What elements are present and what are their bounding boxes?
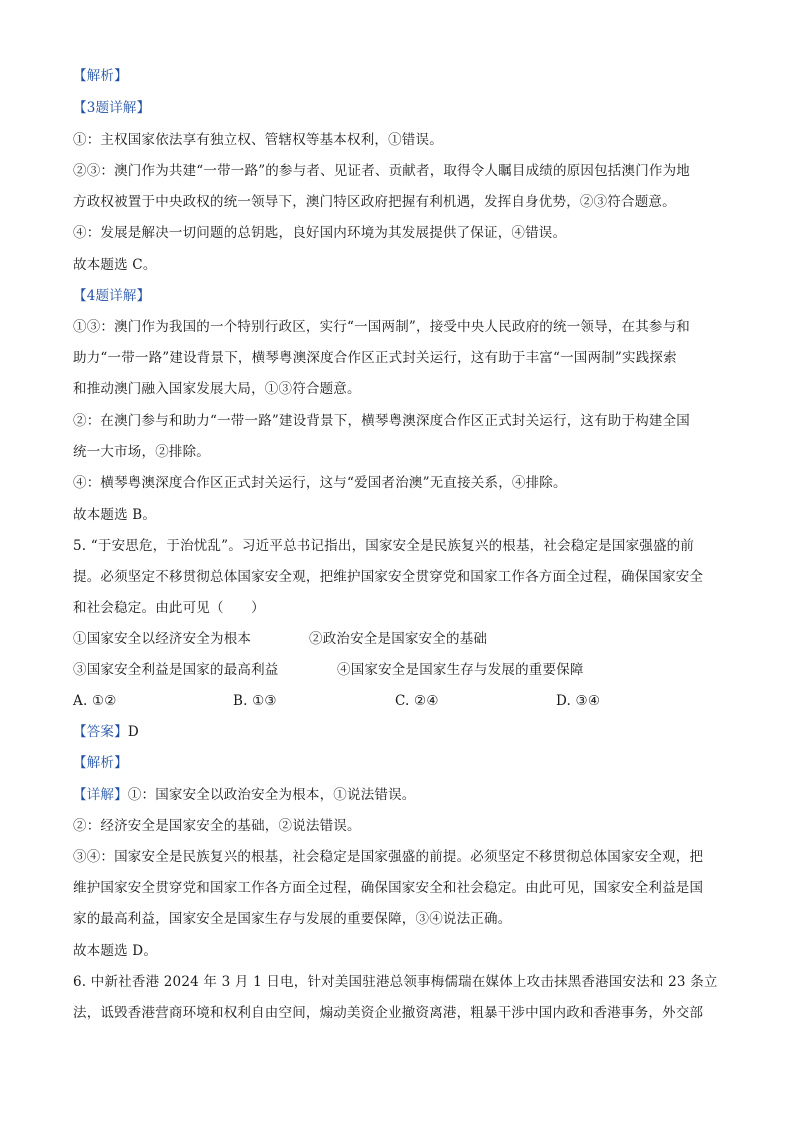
statement-1: ①国家安全以经济安全为根本: [73, 631, 252, 647]
answer-value: D: [127, 724, 139, 740]
text-line: ①③：澳门作为我国的一个特别行政区，实行“一国两制”，接受中央人民政府的统一领导，在其参与和: [73, 319, 691, 335]
option-a: A. ①②: [73, 693, 117, 709]
question-5-line: 提。必须坚定不移贯彻总体国家安全观，把维护国家安全贯穿党和国家工作各方面全过程，确保国家安全: [73, 569, 704, 585]
q4-detail-heading: 【4题详解】: [73, 288, 151, 304]
text-line: ②：经济安全是国家安全的基础，②说法错误。: [73, 818, 361, 834]
analysis-heading: 【解析】: [73, 68, 128, 84]
statement-3: ③国家安全利益是国家的最高利益: [73, 662, 279, 678]
text-line: 助力“一带一路”建设背景下，横琴粤澳深度合作区正式封关运行，这有助于丰富“一国两制”实践探索: [73, 350, 677, 366]
text-line: ①：主权国家依法享有独立权、管辖权等基本权利，①错误。: [73, 132, 443, 148]
detail-tag: 【详解】: [73, 787, 128, 803]
text-line: 统一大市场，②排除。: [73, 444, 210, 460]
option-d: D. ③④: [556, 693, 601, 709]
text-line: 和推动澳门融入国家发展大局，①③符合题意。: [73, 381, 361, 397]
text-line: ③④：国家安全是民族复兴的根基，社会稳定是国家强盛的前提。必须坚定不移贯彻总体国家安全观，把: [73, 849, 704, 865]
text-line: 故本题选 D。: [73, 943, 158, 959]
text-line: 方政权被置于中央政权的统一领导下，澳门特区政府把握有利机遇，发挥自身优势，②③符合题意。: [73, 194, 676, 210]
text-line: ④：横琴粤澳深度合作区正式封关运行，这与“爱国者治澳”无直接关系，④排除。: [73, 475, 567, 491]
q3-detail-heading: 【3题详解】: [73, 100, 151, 116]
detail-line: [73, 786, 733, 804]
option-c: C. ②④: [395, 693, 439, 709]
detail-text: ①：国家安全以政治安全为根本，①说法错误。: [127, 787, 416, 803]
question-6-line: 6. 中新社香港 2024 年 3 月 1 日电，针对美国驻港总领事梅儒瑞在媒体上攻击抹黑香港国安法和 23 条立: [73, 974, 718, 990]
text-line: 故本题选 B。: [73, 507, 157, 523]
question-5-line: 5. “于安思危，于治忧乱”。习近平总书记指出，国家安全是民族复兴的根基，社会稳定是国家强盛的前: [73, 538, 695, 554]
text-line: 故本题选 C。: [73, 257, 157, 273]
text-line: 家的最高利益，国家安全是国家生存与发展的重要保障，③④说法正确。: [73, 911, 512, 927]
answer-tag: 【答案】: [73, 724, 128, 740]
text-line: 维护国家安全贯穿党和国家工作各方面全过程，确保国家安全和社会稳定。由此可见，国家安全利益是国: [73, 880, 704, 896]
statement-2: ②政治安全是国家安全的基础: [309, 631, 488, 647]
answer-line: [73, 723, 733, 741]
statement-4: ④国家安全是国家生存与发展的重要保障: [337, 662, 584, 678]
option-b: B. ①③: [233, 693, 277, 709]
analysis-heading: 【解析】: [73, 755, 128, 771]
text-line: ②③：澳门作为共建“一带一路”的参与者、见证者、贡献者，取得令人瞩目成绩的原因包括澳门作为地: [73, 163, 691, 179]
text-line: ④：发展是解决一切问题的总钥匙，良好国内环境为其发展提供了保证，④错误。: [73, 225, 567, 241]
question-5-line: 和社会稳定。由此可见（ ）: [73, 600, 265, 616]
text-line: ②：在澳门参与和助力“一带一路”建设背景下，横琴粤澳深度合作区正式封关运行，这有助于构建全国: [73, 413, 691, 429]
question-6-line: 法，诋毁香港营商环境和权利自由空间，煽动美资企业撤资离港，粗暴干涉中国内政和香港事务，外交部: [73, 1005, 704, 1021]
